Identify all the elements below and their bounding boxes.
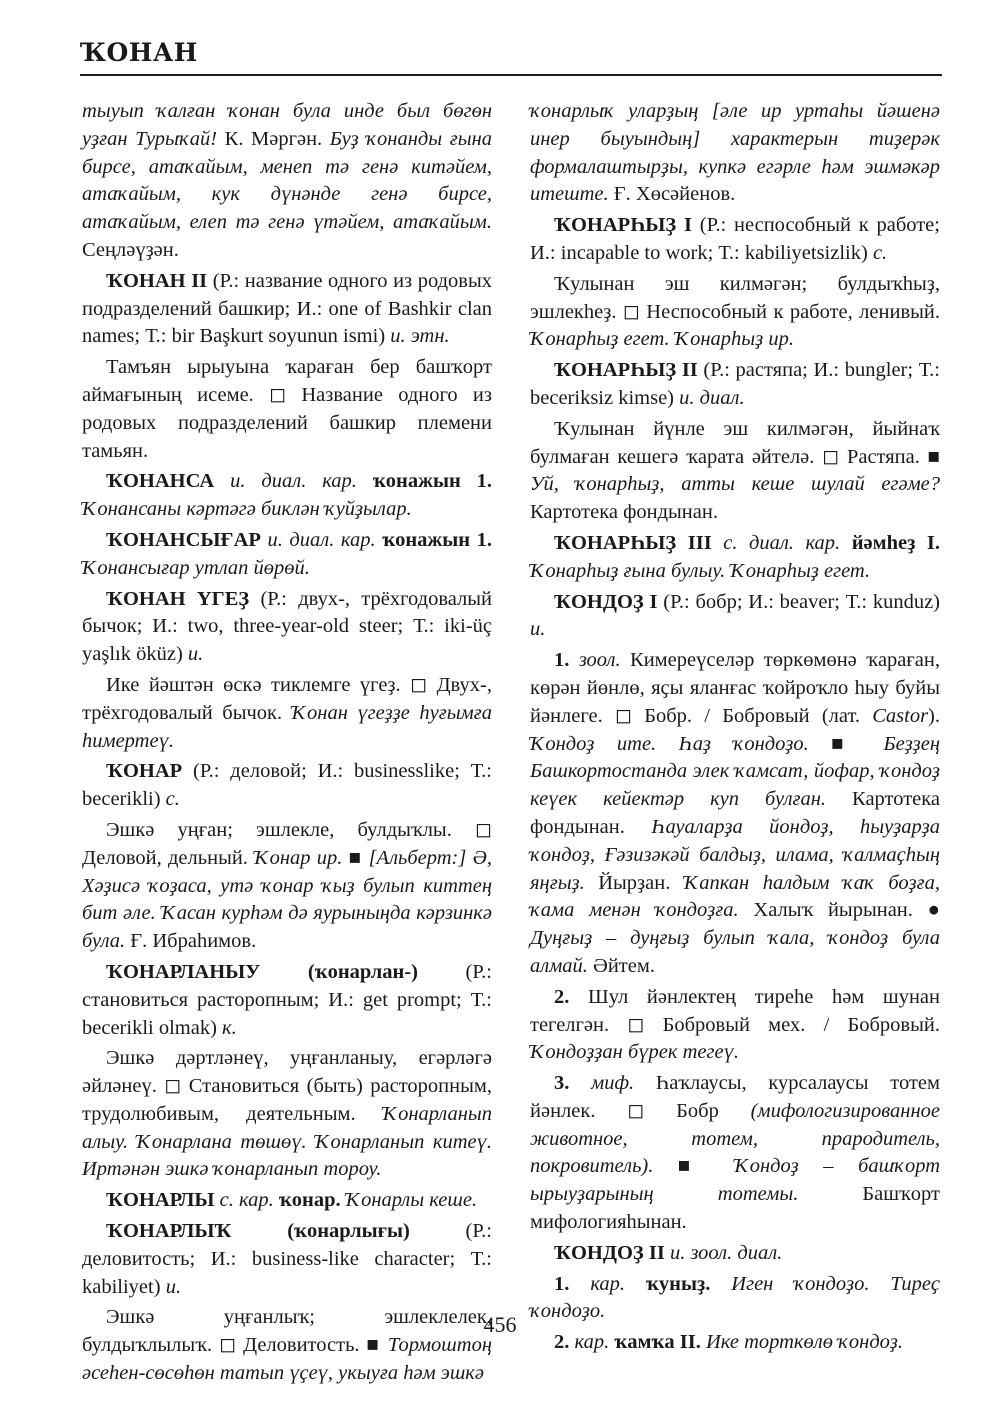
header-rule (80, 74, 942, 76)
dictionary-paragraph: тыуып ҡалған ҡонан була инде был бөгөн уҙған Турыҡай! К. Мәргән. Буҙ ҡонанды ғына бирсе, атаҡайым, менеп тә генә китәйем, атаҡайым, кук дүнәнде генә бирсе, атаҡайым, елеп тә генә үтәйем, атаҡайым. Сеңләүҙән. (82, 100, 493, 261)
dictionary-paragraph: Тамъян ырыуына ҡараған бер башҡорт аймағының исеме. ◻ Название одного из родовых подразделений башкир племени тамьян. (82, 356, 492, 462)
dictionary-paragraph: ҠОНАН II (Р.: название одного из родовых подразделений башкир; И.: one of Bashkir clan names; Т.: bir Başkurt soyunun ismi) и. этн. (82, 269, 492, 348)
dictionary-paragraph: ҠОНДОҘ II и. зоол. диал. (554, 1241, 783, 1264)
dictionary-paragraph: Ике йәштән өскә тиклемге үгеҙ. ◻ Двух-, трёхгодовалый бычок. Ҡонан үгеҙҙе һуғымға һимертеү. (82, 673, 492, 752)
dictionary-paragraph: Эшкә уңған; эшлекле, булдыҡлы. ◻ Деловой, дельный. Ҡонар ир. ■ [Альберт:] Ә, Хәҙисә ҡоҙаса, утә ҡонар ҡыҙ булып киттең бит әле. Ҡасан курһәм дә яурыныңда кәрзинкә була. Ғ. Ибраһимов. (82, 818, 492, 953)
right-column (530, 98, 940, 1360)
dictionary-paragraph: 2. Шул йәнлектең тиреһе һәм шунан тегелгән. ◻ Бобровый мех. / Бобровый. Ҡондоҙҙан бүрек тегеү. (530, 985, 940, 1064)
dictionary-paragraph: ҠОНАРЛЫ с. кар. ҡонар. Ҡонарлы кеше. (106, 1189, 478, 1212)
dictionary-paragraph: Эшкә уңғанлыҡ; эшлеклелек, булдыҡлылыҡ. ◻ Деловитость. ■ Тормоштоң әсеһен-сөсөһөн татып үҫеү, укыуға һәм эшкә (82, 1306, 492, 1385)
dictionary-paragraph: ҠОНАРҺЫҘ III с. диал. кар. йәмһеҙ I. Ҡонарһыҙ ғына булыу. Ҡонарһыҙ егет. (530, 531, 940, 582)
dictionary-paragraph: 1. кар. ҡуныҙ. Иген ҡондоҙо. Тиреҫ ҡондоҙо. (530, 1272, 941, 1323)
dictionary-paragraph: Эшкә дәртләнеү, уңғанланыу, егәрләгә әйләнеү. ◻ Становиться (быть) расторопным, трудолюбивым, деятельным. Ҡонарланып алыу. Ҡонарлана төшөү. Ҡонарланып китеү. Иртәнән эшкә ҡонарланып тороу. (82, 1047, 492, 1181)
dictionary-paragraph: 1. зоол. Кимереүселәр төркөмөнә ҡараған, көрән йөнлө, яҫы яланғас ҡойроҡло һыу буйы йәнлеге. ◻ Бобр. / Бобровый (лат. Castor). Ҡондоҙ ите. Һаҙ ҡондоҙо. ■ Беҙҙең Башкортостанда элек ҡамсат, йофар, ҡондоҙ кеүек кейектәр куп булған. Картотека фондынан. Һауаларҙа йондоҙ, һыуҙарҙа ҡондоҙ, Ғәзизәкәй балдыҙ, илама, ҡалмаҫһың яңғыҙ. Йырҙан. Ҡапкан һалдым ҡаҡ боҙға, ҡама менән ҡондоҙға. Халыҡ йырынан. ● Дуңғыҙ – дуңғыҙ булып ҡала, ҡондоҙ була алмай. Әйтем. (530, 649, 941, 977)
page-number: 456 (483, 1312, 517, 1337)
dictionary-paragraph: ҠОНАР (Р.: деловой; И.: businesslike; Т.: becerikli) с. (82, 760, 492, 811)
dictionary-paragraph: ҡонарлыҡ уларҙың [әле ир уртаһы йәшенә инер быуындың] характерын тиҙерәк формалаштырҙы, купкә егәрле һәм эшмәкәр итеште. Ғ. Хөсәйенов. (530, 100, 940, 206)
dictionary-paragraph: ҠОНАН ҮГЕҘ (Р.: двух-, трёхгодовалый бычок; И.: two, three-year-old steer; Т.: iki-üç yaşlık öküz) и. (82, 587, 492, 666)
dictionary-paragraph: 2. кар. ҡамҡа II. Ике торткөлө ҡондоҙ. (554, 1331, 904, 1354)
running-head: ҠОНАН (80, 38, 198, 67)
dictionary-paragraph: ҠОНАРҺЫҘ II (Р.: растяпа; И.: bungler; Т.: beceriksiz kimse) и. диал. (530, 359, 940, 409)
dictionary-paragraph: Ҡулынан йүнле эш килмәгән, йыйнаҡ булмаған кешегә ҡарата әйтелә. ◻ Растяпа. ■ Уй, ҡонарһыҙ, атты кеше шулай егәме? Картотека фондынан. (530, 417, 940, 524)
dictionary-paragraph: ҠОНДОҘ I (Р.: бобр; И.: beaver; Т.: kunduz) и. (530, 590, 940, 641)
dictionary-paragraph: ҠОНАНСЫҒАР и. диал. кар. ҡонажын 1. Ҡонансығар утлап йөрөй. (82, 528, 493, 579)
dictionary-paragraph: ҠОНАРЛЫҠ (ҡонарлығы) (Р.: деловитость; И.: business-like character; Т.: kabiliyet) и. (82, 1220, 492, 1298)
dictionary-paragraph: Ҡулынан эш килмәгән; булдыҡһыҙ, эшлекһеҙ. ◻ Неспособный к работе, ленивый. Ҡонарһыҙ егет. Ҡонарһыҙ ир. (530, 272, 940, 351)
dictionary-paragraph: ҠОНАНСА и. диал. кар. ҡонажын 1. Ҡонансаны кәртәгә биклән ҡуйҙылар. (82, 470, 493, 521)
dictionary-paragraph: ҠОНАРЛАНЫУ (ҡонарлан-) (Р.: становиться расторопным; И.: get prompt; Т.: becerikli olmak) к. (82, 960, 492, 1039)
dictionary-paragraph: ҠОНАРҺЫҘ I (Р.: неспособный к работе; И.: incapable to work; Т.: kabiliyetsizlik) с. (530, 214, 940, 264)
dictionary-paragraph: 3. миф. Һаҡлаусы, курсалаусы тотем йәнлек. ◻ Бобр (мифологизированное животное, тотем, прародитель, покровитель). ■ Ҡондоҙ – башҡорт ырыуҙарының тотемы. Башҡорт мифологияһынан. (530, 1072, 940, 1234)
left-column (82, 98, 492, 1391)
